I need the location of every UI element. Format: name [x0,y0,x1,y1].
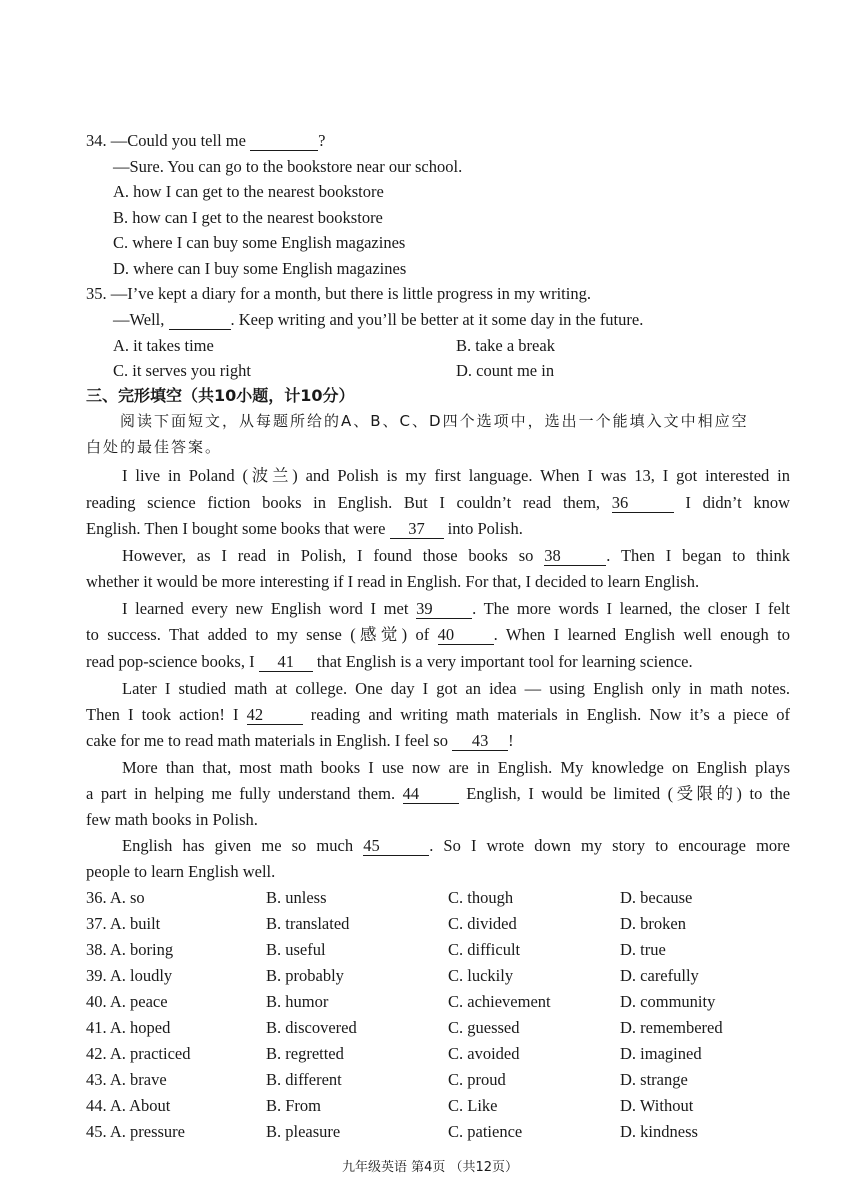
choice-36-d: D. because [620,888,693,907]
choice-36-b: B. unless [266,888,327,907]
choice-42-d: D. imagined [620,1044,702,1063]
choice-44-b: B. From [266,1096,322,1115]
q34-reply: —Sure. You can go to the bookstore near our school. [113,157,463,176]
passage-line: whether it would be more interesting if I read in English. For that, I decided to learn English. [86,572,700,591]
choice-37-a: 37. A. built [86,914,161,933]
q34-blank [250,132,318,151]
choice-39-a: 39. A. loudly [86,966,173,985]
choice-45-b: B. pleasure [266,1122,341,1141]
choice-43-c: C. proud [448,1070,506,1089]
passage-line: few math books in Polish. [86,810,258,829]
blank-37: 37 [390,520,444,539]
blank-42: 42 [247,706,303,725]
page-footer: 九年级英语 第4页 （共12页） [341,1160,519,1175]
choice-41-b: B. discovered [266,1018,357,1037]
q34-stem-text: 34. —Could you tell me [86,131,251,150]
choice-40-b: B. humor [266,992,329,1011]
passage-line: I live in Poland (波兰) and Polish is my first language. When I was 13, I got interested in [122,466,790,485]
choice-41-c: C. guessed [448,1018,520,1037]
passage-line: Then I took action! I 42 reading and writing math materials in English. Now it’s a piece of [86,705,791,724]
choice-37-d: D. broken [620,914,686,933]
q35-reply-end: . Keep writing and you’ll be better at it some day in the future. [230,310,644,329]
passage-line: I learned every new English word I met 39 . The more words I learned, the closer I felt [122,599,790,618]
blank-44: 44 [403,785,459,804]
choice-42-b: B. regretted [266,1044,344,1063]
choice-38-d: D. true [620,940,666,959]
q34-stem-end: ? [318,131,326,150]
q34-option-d: D. where can I buy some English magazines [113,259,407,278]
q34-option-a: A. how I can get to the nearest bookstore [113,182,384,201]
blank-41: 41 [259,653,313,672]
choice-36-c: C. though [448,888,514,907]
choice-43-d: D. strange [620,1070,688,1089]
choice-38-a: 38. A. boring [86,940,174,959]
passage-line: people to learn English well. [86,862,276,881]
q34-stem [86,131,325,151]
choice-41-a: 41. A. hoped [86,1018,171,1037]
choice-44-c: C. Like [448,1096,498,1115]
choice-42-c: C. avoided [448,1044,520,1063]
choice-45-a: 45. A. pressure [86,1122,185,1141]
blank-38: 38 [544,547,606,566]
choice-44-d: D. Without [620,1096,694,1115]
passage-line: More than that, most math books I use now are in English. My knowledge on English plays [122,758,790,777]
q34-option-c: C. where I can buy some English magazines [113,233,406,252]
choice-36-a: 36. A. so [86,888,145,907]
passage-line: However, as I read in Polish, I found those books so 38 . Then I began to think [122,546,791,565]
blank-40: 40 [438,626,494,645]
choice-39-b: B. probably [266,966,344,985]
choice-45-c: C. patience [448,1122,523,1141]
choice-43-a: 43. A. brave [86,1070,167,1089]
passage-line: cake for me to read math materials in English. I feel so 43 ! [86,731,514,750]
blank-45: 45 [363,837,429,856]
q35-option-a: A. it takes time [113,336,214,355]
q35-blank [169,311,231,330]
passage-line: to success. That added to my sense (感觉) of 40 . When I learned English well enough to [86,625,790,644]
passage-line: Later I studied math at college. One day I got an idea — using English only in math notes. [122,679,790,698]
q35-stem: 35. —I’ve kept a diary for a month, but there is little progress in my writing. [86,284,591,303]
choice-39-d: D. carefully [620,966,699,985]
q35-option-c: C. it serves you right [113,361,251,380]
choice-44-a: 44. A. About [86,1096,171,1115]
q35-reply [113,310,643,330]
choice-43-b: B. different [266,1070,342,1089]
choice-40-c: C. achievement [448,992,551,1011]
section3-heading: 三、完形填空（共10小题，计10分） [86,386,355,405]
choice-38-c: C. difficult [448,940,521,959]
q35-option-d: D. count me in [456,361,555,380]
choice-37-c: C. divided [448,914,517,933]
choice-42-a: 42. A. practiced [86,1044,191,1063]
blank-43: 43 [452,732,508,751]
passage-line: English. Then I bought some books that were 37 into Polish. [86,519,523,538]
choice-38-b: B. useful [266,940,326,959]
section3-instruction-1: 阅读下面短文，从每题所给的A、B、C、D四个选项中，选出一个能填入文中相应空 [120,412,749,430]
choice-40-a: 40. A. peace [86,992,168,1011]
blank-39: 39 [416,600,472,619]
q35-reply-start: —Well, [113,310,169,329]
q34-option-b: B. how can I get to the nearest bookstore [113,208,383,227]
choice-45-d: D. kindness [620,1122,698,1141]
choice-40-d: D. community [620,992,716,1011]
passage-line: English has given me so much 45 . So I wrote down my story to encourage more [122,836,791,855]
section3-instruction-2: 白处的最佳答案。 [86,438,223,456]
passage-line: read pop-science books, I 41 that English is a very important tool for learning science. [86,652,693,671]
choice-39-c: C. luckily [448,966,514,985]
choice-41-d: D. remembered [620,1018,723,1037]
q35-option-b: B. take a break [456,336,555,355]
passage-line: a part in helping me fully understand them. 44 English, I would be limited (受限的) to the [86,784,791,803]
blank-36: 36 [612,494,674,513]
passage-line: reading science fiction books in English. But I couldn’t read them, 36 I didn’t know [86,493,791,512]
choice-37-b: B. translated [266,914,350,933]
